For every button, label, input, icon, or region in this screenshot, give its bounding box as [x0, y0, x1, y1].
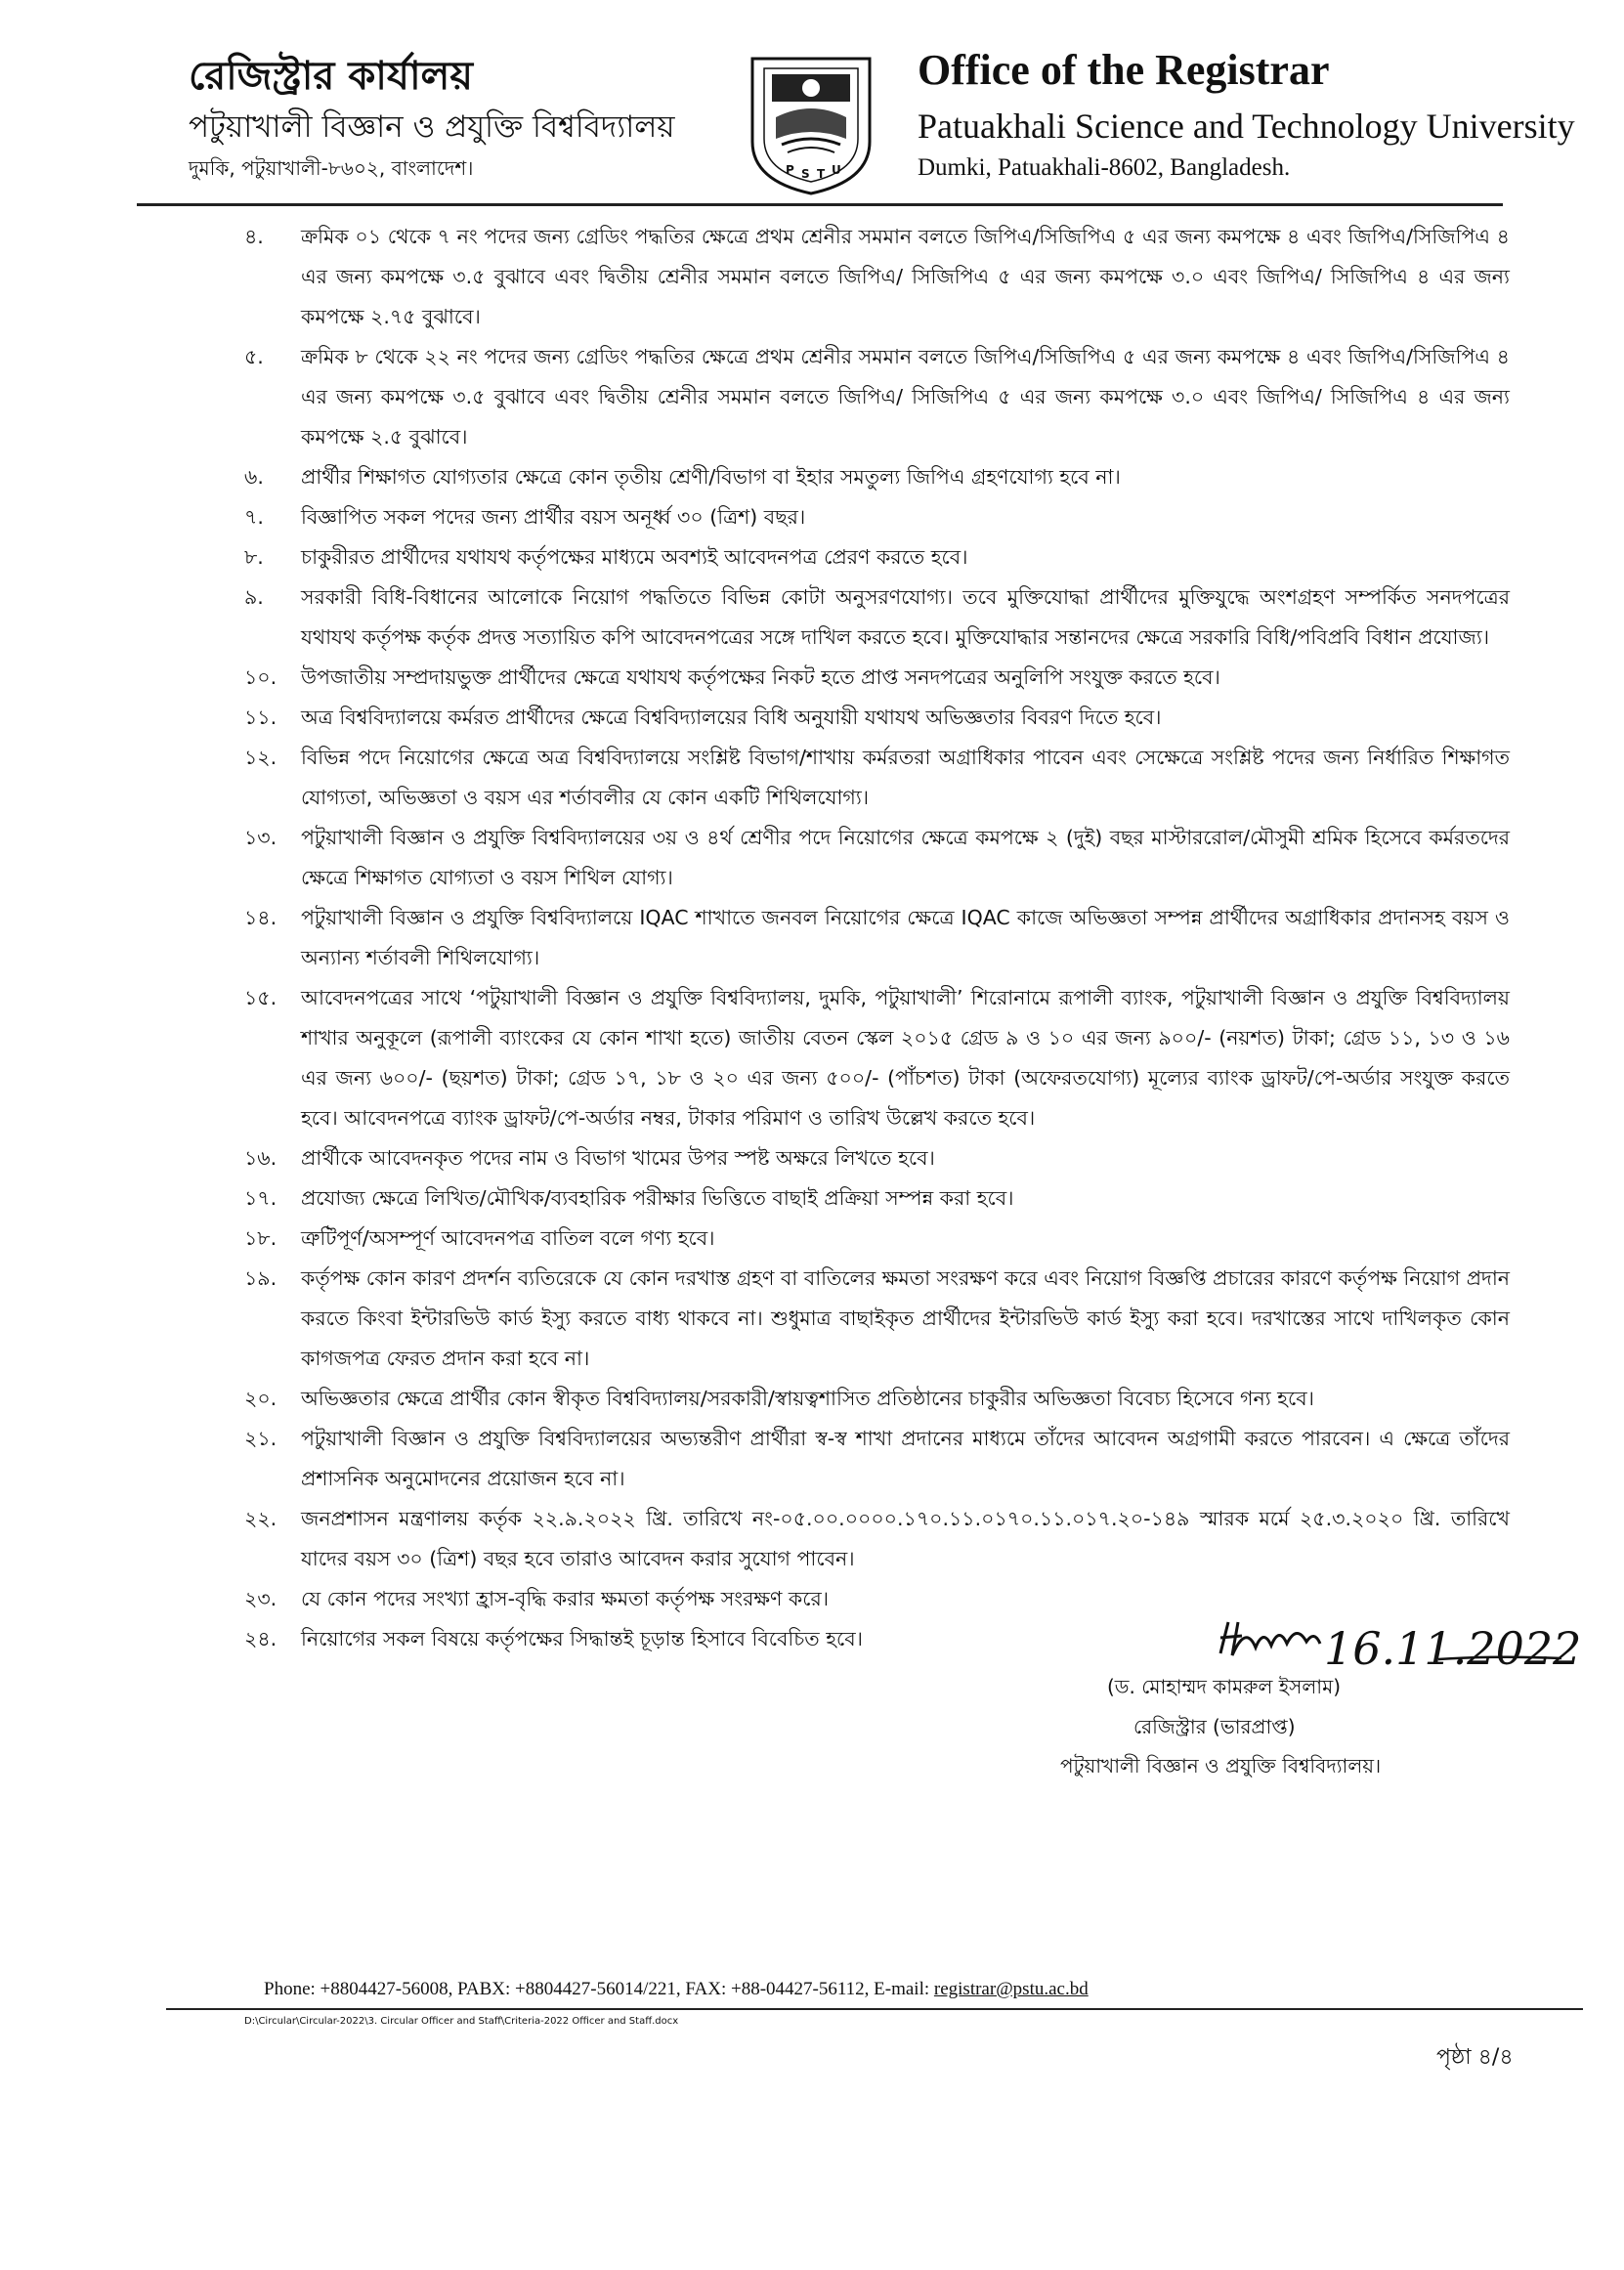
header-university-en: Patuakhali Science and Technology University: [918, 107, 1575, 146]
clause-item: [244, 1499, 1510, 1579]
clause-text: আবেদনপত্রের সাথে ‘পটুয়াখালী বিজ্ঞান ও প্রযুক্তি বিশ্ববিদ্যালয়, দুমকি, পটুয়াখালী’ শিরোনামে রূপালী ব্যাংক, পটুয়াখালী বিজ্ঞান ও প্রযুক্তি বিশ্ববিদ্যালয় শাখার অনুকূলে (রূপালী ব্যাংকের যে কোন শাখা হতে) জাতীয় বেতন স্কেল ২০১৫ গ্রেড ৯ ও ১০ এর জন্য ৯০০/- (নয়শত) টাকা; গ্রেড ১১, ১৩ ও ১৬ এর জন্য ৬০০/- (ছয়শত) টাকা; গ্রেড ১৭, ১৮ ও ২০ এর জন্য ৫০০/- (পাঁচশত) টাকা (অফেরতযোগ্য) মূল্যের ব্যাংক ড্রাফট/পে-অর্ডার সংযুক্ত করতে হবে। আবেদনপত্রে ব্যাংক ড্রাফট/পে-অর্ডার নম্বর, টাকার পরিমাণ ও তারিখ উল্লেখ করতে হবে।: [301, 986, 1510, 1130]
clause-text: উপজাতীয় সম্প্রদায়ভুক্ত প্রার্থীদের ক্ষেত্রে যথাযথ কর্তৃপক্ষের নিকট হতে প্রাপ্ত সনদপত্রের অনুলিপি সংযুক্ত করতে হবে।: [301, 665, 1220, 689]
clause-item: [244, 1419, 1510, 1499]
signatory-title: রেজিস্ট্রার (ভারপ্রাপ্ত): [1133, 1715, 1296, 1738]
clause-number: ২২.: [244, 1507, 278, 1530]
footer-contact: [264, 1979, 1089, 2000]
clause-text: জনপ্রশাসন মন্ত্রণালয় কর্তৃক ২২.৯.২০২২ খ্রি. তারিখে নং-০৫.০০.০০০০.১৭০.১১.০১৭০.১১.০১৭.২০-১৪৯ স্মারক মর্মে ২৫.৩.২০২০ খ্রি. তারিখে যাদের বয়স ৩০ (ত্রিশ) বছর হবে তারাও আবেদন করার সুযোগ পাবেন।: [301, 1507, 1510, 1570]
clause-text: অভিজ্ঞতার ক্ষেত্রে প্রার্থীর কোন স্বীকৃত বিশ্ববিদ্যালয়/সরকারী/স্বায়ত্বশাসিত প্রতিষ্ঠানের চাকুরীর অভিজ্ঞতা বিবেচ্য হিসেবে গন্য হবে।: [301, 1387, 1314, 1410]
clause-item: [244, 738, 1510, 818]
header-office-en: Office of the Registrar: [918, 46, 1330, 94]
clause-number: ১৬.: [244, 1146, 278, 1170]
clause-number: ২৩.: [244, 1587, 278, 1610]
clause-number: ২০.: [244, 1387, 278, 1410]
clause-number: ৪.: [244, 225, 264, 248]
clause-text: প্রার্থীকে আবেদনকৃত পদের নাম ও বিভাগ খামের উপর স্পষ্ট অক্ষরে লিখতে হবে।: [301, 1146, 935, 1170]
header-office-bn: রেজিস্ট্রার কার্যালয়: [189, 54, 473, 99]
clause-number: ৫.: [244, 345, 264, 368]
clause-item: [244, 1259, 1510, 1379]
clause-number: ৭.: [244, 505, 264, 529]
header-university-bn: পটুয়াখালী বিজ্ঞান ও প্রযুক্তি বিশ্ববিদ্যালয়: [189, 109, 675, 145]
clause-number: ১৩.: [244, 826, 278, 849]
signature-underline: [1436, 1653, 1563, 1663]
clause-list: [244, 217, 1510, 1659]
clause-number: ১৮.: [244, 1226, 278, 1250]
clause-text: সরকারী বিধি-বিধানের আলোকে নিয়োগ পদ্ধতিতে বিভিন্ন কোটা অনুসরণযোগ্য। তবে মুক্তিযোদ্ধা প্রার্থীদের মুক্তিযুদ্ধে অংশগ্রহণ সম্পর্কিত সনদপত্রের যথাযথ কর্তৃপক্ষ কর্তৃক প্রদত্ত সত্যায়িত কপি আবেদনপত্রের সঙ্গে দাখিল করতে হবে। মুক্তিযোদ্ধার সন্তানদের ক্ষেত্রে সরকারি বিধি/পবিপ্রবি বিধান প্রযোজ্য।: [301, 585, 1510, 649]
clause-item: [244, 698, 1510, 738]
page-number: পৃষ্ঠা ৪/৪: [1436, 2045, 1514, 2070]
logo-initial-t: T: [817, 167, 826, 181]
clause-number: ২১.: [244, 1427, 278, 1450]
clause-item: [244, 457, 1510, 497]
logo-initial-s: S: [801, 167, 810, 181]
clause-number: ৯.: [244, 585, 264, 609]
signature-date: 16.11.2022: [1324, 1622, 1582, 1675]
clause-number: ৬.: [244, 465, 264, 489]
clause-text: বিভিন্ন পদে নিয়োগের ক্ষেত্রে অত্র বিশ্ববিদ্যালয়ে সংশ্লিষ্ট বিভাগ/শাখায় কর্মরতরা অগ্রাধিকার পাবেন এবং সেক্ষেত্রে সংশ্লিষ্ট পদের জন্য নির্ধারিত শিক্ষাগত যোগ্যতা, অভিজ্ঞতা ও বয়স এর শর্তাবলীর যে কোন একটি শিথিলযোগ্য।: [301, 746, 1510, 809]
clause-item: [244, 1219, 1510, 1259]
logo-initial-u: U: [832, 163, 841, 177]
clause-text: প্রার্থীর শিক্ষাগত যোগ্যতার ক্ষেত্রে কোন তৃতীয় শ্রেণী/বিভাগ বা ইহার সমতুল্য জিপিএ গ্রহণযোগ্য হবে না।: [301, 465, 1121, 489]
signature-scribble: [1217, 1614, 1324, 1663]
clause-text: ক্রমিক ০১ থেকে ৭ নং পদের জন্য গ্রেডিং পদ্ধতির ক্ষেত্রে প্রথম শ্রেনীর সমমান বলতে জিপিএ/সিজিপিএ ৫ এর জন্য কমপক্ষে ৪ এবং জিপিএ/সিজিপিএ ৪ এর জন্য কমপক্ষে ৩.৫ বুঝাবে এবং দ্বিতীয় শ্রেনীর সমমান বলতে জিপিএ/ সিজিপিএ ৫ এর জন্য কমপক্ষে ৩.০ এবং জিপিএ/ সিজিপিএ ৪ এর জন্য কমপক্ষে ২.৭৫ বুঝাবে।: [301, 225, 1510, 328]
header-address-en: Dumki, Patuakhali-8602, Bangladesh.: [918, 154, 1291, 181]
clause-item: [244, 1379, 1510, 1419]
university-logo: [743, 49, 879, 195]
clause-item: [244, 497, 1510, 537]
clause-item: [244, 217, 1510, 337]
clause-item: [244, 1138, 1510, 1178]
clause-text: ত্রুটিপূর্ণ/অসম্পূর্ণ আবেদনপত্র বাতিল বলে গণ্য হবে।: [301, 1226, 715, 1250]
logo-initial-p: P: [786, 163, 794, 177]
clause-text: প্রযোজ্য ক্ষেত্রে লিখিত/মৌখিক/ব্যবহারিক পরীক্ষার ভিত্তিতে বাছাই প্রক্রিয়া সম্পন্ন করা হবে।: [301, 1186, 1014, 1210]
signatory-university: পটুয়াখালী বিজ্ঞান ও প্রযুক্তি বিশ্ববিদ্যালয়।: [1060, 1754, 1382, 1777]
clause-text: নিয়োগের সকল বিষয়ে কর্তৃপক্ষের সিদ্ধান্তই চূড়ান্ত হিসাবে বিবেচিত হবে।: [301, 1627, 863, 1650]
clause-number: ২৪.: [244, 1627, 278, 1650]
clause-number: ১০.: [244, 665, 278, 689]
clause-text: পটুয়াখালী বিজ্ঞান ও প্রযুক্তি বিশ্ববিদ্যালয়ের অভ্যন্তরীণ প্রার্থীরা স্ব-স্ব শাখা প্রদানের মাধ্যমে তাঁদের আবেদন অগ্রগামী করতে পারবেন। এ ক্ষেত্রে তাঁদের প্রশাসনিক অনুমোদনের প্রয়োজন হবে না।: [301, 1427, 1510, 1490]
clause-item: [244, 337, 1510, 457]
clause-number: ১৯.: [244, 1266, 278, 1290]
signatory-name: (ড. মোহাম্মদ কামরুল ইসলাম): [1107, 1675, 1342, 1698]
clause-text: বিজ্ঞাপিত সকল পদের জন্য প্রার্থীর বয়স অনূর্ধ্ব ৩০ (ত্রিশ) বছর।: [301, 505, 806, 529]
clause-item: [244, 578, 1510, 658]
clause-number: ১৫.: [244, 986, 278, 1009]
clause-number: ১৭.: [244, 1186, 278, 1210]
clause-number: ১২.: [244, 746, 278, 769]
footer-contact-text: Phone: +8804427-56008, PABX: +8804427-56014/221, FAX: +88-04427-56112, E-mail:: [264, 1979, 934, 1999]
clause-item: [244, 978, 1510, 1138]
clause-text: চাকুরীরত প্রার্থীদের যথাযথ কর্তৃপক্ষের মাধ্যমে অবশ্যই আবেদনপত্র প্রেরণ করতে হবে।: [301, 545, 968, 569]
footer-divider: [166, 2008, 1583, 2010]
clause-item: [244, 658, 1510, 698]
clause-text: ক্রমিক ৮ থেকে ২২ নং পদের জন্য গ্রেডিং পদ্ধতির ক্ষেত্রে প্রথম শ্রেনীর সমমান বলতে জিপিএ/সিজিপিএ ৫ এর জন্য কমপক্ষে ৪ এবং জিপিএ/সিজিপিএ ৪ এর জন্য কমপক্ষে ৩.৫ বুঝাবে এবং দ্বিতীয় শ্রেনীর সমমান বলতে জিপিএ/ সিজিপিএ ৫ এর জন্য কমপক্ষে ৩.০ এবং জিপিএ/ সিজিপিএ ৪ এর জন্য কমপক্ষে ২.৫ বুঝাবে।: [301, 345, 1510, 449]
clause-item: [244, 537, 1510, 578]
header-divider: [137, 203, 1503, 206]
clause-text: যে কোন পদের সংখ্যা হ্রাস-বৃদ্ধি করার ক্ষমতা কর্তৃপক্ষ সংরক্ষণ করে।: [301, 1587, 830, 1610]
clause-item: [244, 1579, 1510, 1619]
clause-item: [244, 818, 1510, 898]
clause-text: পটুয়াখালী বিজ্ঞান ও প্রযুক্তি বিশ্ববিদ্যালয়ের ৩য় ও ৪র্থ শ্রেণীর পদে নিয়োগের ক্ষেত্রে কমপক্ষে ২ (দুই) বছর মাস্টাররোল/মৌসুমী শ্রমিক হিসেবে কর্মরতদের ক্ষেত্রে শিক্ষাগত যোগ্যতা ও বয়স শিথিল যোগ্য।: [301, 826, 1510, 889]
clause-number: ১৪.: [244, 906, 278, 929]
clause-text: পটুয়াখালী বিজ্ঞান ও প্রযুক্তি বিশ্ববিদ্যালয়ে IQAC শাখাতে জনবল নিয়োগের ক্ষেত্রে IQAC কাজে অভিজ্ঞতা সম্পন্ন প্রার্থীদের অগ্রাধিকার প্রদানসহ বয়স ও অন্যান্য শর্তাবলী শিথিলযোগ্য।: [301, 906, 1510, 969]
clause-text: অত্র বিশ্ববিদ্যালয়ে কর্মরত প্রার্থীদের ক্ষেত্রে বিশ্ববিদ্যালয়ের বিধি অনুযায়ী যথাযথ অভিজ্ঞতার বিবরণ দিতে হবে।: [301, 706, 1162, 729]
clause-text: কর্তৃপক্ষ কোন কারণ প্রদর্শন ব্যতিরেকে যে কোন দরখাস্ত গ্রহণ বা বাতিলের ক্ষমতা সংরক্ষণ করে এবং নিয়োগ বিজ্ঞপ্তি প্রচারের কারণে কর্তৃপক্ষ নিয়োগ প্রদান করতে কিংবা ইন্টারভিউ কার্ড ইস্যু করতে বাধ্য থাকবে না। শুধুমাত্র বাছাইকৃত প্রার্থীদের ইন্টারভিউ কার্ড ইস্যু করা হবে। দরখাস্তের সাথে দাখিলকৃত কোন কাগজপত্র ফেরত প্রদান করা হবে না।: [301, 1266, 1510, 1370]
clause-item: [244, 898, 1510, 978]
header-address-bn: দুমকি, পটুয়াখালী-৮৬০২, বাংলাদেশ।: [189, 156, 474, 180]
footer-email-link[interactable]: registrar@pstu.ac.bd: [933, 1979, 1089, 1999]
clause-item: [244, 1178, 1510, 1219]
clause-number: ১১.: [244, 706, 278, 729]
footer-file-path: D:\Circular\Circular-2022\3. Circular Officer and Staff\Criteria-2022 Officer and Staff.docx: [244, 2016, 679, 2027]
clause-number: ৮.: [244, 545, 264, 569]
